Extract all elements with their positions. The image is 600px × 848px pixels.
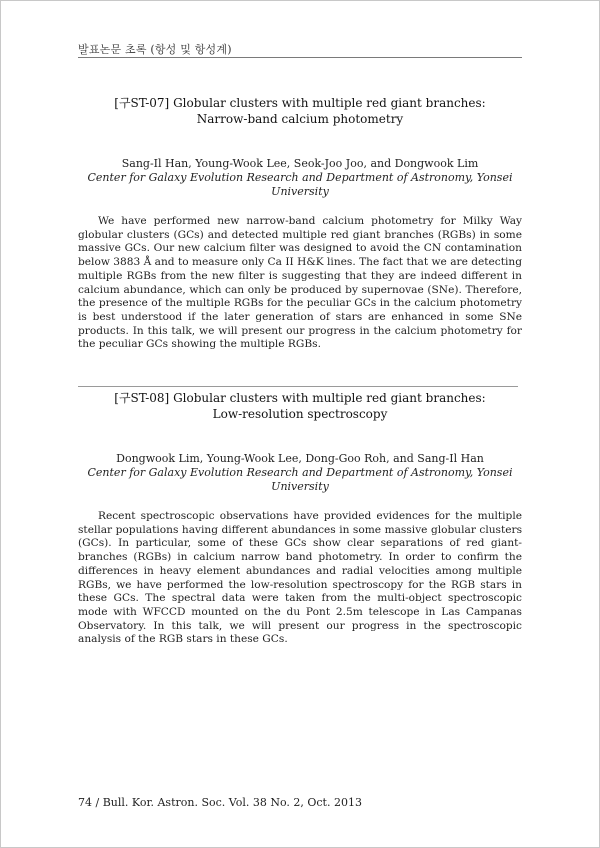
abstract-code: [구ST-07] xyxy=(114,96,170,110)
abstract-affiliation xyxy=(78,171,522,199)
abstract-title-line2: Narrow-band calcium photometry xyxy=(196,112,404,126)
abstract-affiliation xyxy=(78,466,522,494)
affiliation-line1: Center for Galaxy Evolution Research and Department of Astronomy, Yonsei xyxy=(87,171,513,184)
abstract-st08 xyxy=(78,390,522,658)
abstract-title-line1: Globular clusters with multiple red giant branches: xyxy=(173,96,486,110)
page-footer: 74 / Bull. Kor. Astron. Soc. Vol. 38 No. 2, Oct. 2013 xyxy=(78,796,362,809)
affiliation-line1: Center for Galaxy Evolution Research and Department of Astronomy, Yonsei xyxy=(87,466,513,479)
section-divider xyxy=(78,386,518,387)
abstract-body: We have performed new narrow-band calcium photometry for Milky Way globular clusters (GCs) and detected multiple red giant branches (RGBs) in some massive GCs. Our new calcium filter was designed to avoid the CN contamination below 3883 Å and to measure only Ca II H&K lines. The fact that we are detecting multiple RGBs from the new filter is suggesting that they are indeed different in calcium abundance, which can only be produced by supernovae (SNe). Therefore, the presence of the multiple RGBs for the peculiar GCs in the calcium photometry is best understood if the later generation of stars are enhanced in some SNe products. In this talk, we will present our progress in the calcium photometry for the peculiar GCs showing the multiple RGBs. xyxy=(78,215,522,351)
header-rule xyxy=(78,57,522,58)
abstract-title-line2: Low-resolution spectroscopy xyxy=(212,407,388,421)
abstract-body: Recent spectroscopic observations have provided evidences for the multiple stellar populations having different abundances in some massive globular clusters (GCs). In particular, some of these GCs show clear separations of red giant-branches (RGBs) in calcium narrow band photometry. In order to confirm the differences in heavy element abundances and radial velocities among multiple RGBs, we have performed the low-resolution spectroscopy for the RGB stars in these GCs. The spectral data were taken from the multi-object spectroscopic mode with WFCCD mounted on the du Pont 2.5m telescope in Las Campanas Observatory. In this talk, we will present our progress in the spectroscopic analysis of the RGB stars in these GCs. xyxy=(78,510,522,646)
abstract-authors: Dongwook Lim, Young-Wook Lee, Dong-Goo Roh, and Sang-Il Han xyxy=(116,452,484,465)
abstract-title xyxy=(78,390,522,422)
abstract-title xyxy=(78,95,522,127)
abstract-title-line1: Globular clusters with multiple red giant branches: xyxy=(173,391,486,405)
running-header: 발표논문 초록 (항성 및 항성계) xyxy=(78,43,232,56)
abstract-st07 xyxy=(78,95,522,363)
abstract-code: [구ST-08] xyxy=(114,391,170,405)
affiliation-line2: University xyxy=(271,480,329,493)
abstract-authors: Sang-Il Han, Young-Wook Lee, Seok-Joo Joo, and Dongwook Lim xyxy=(121,157,479,170)
affiliation-line2: University xyxy=(271,185,329,198)
